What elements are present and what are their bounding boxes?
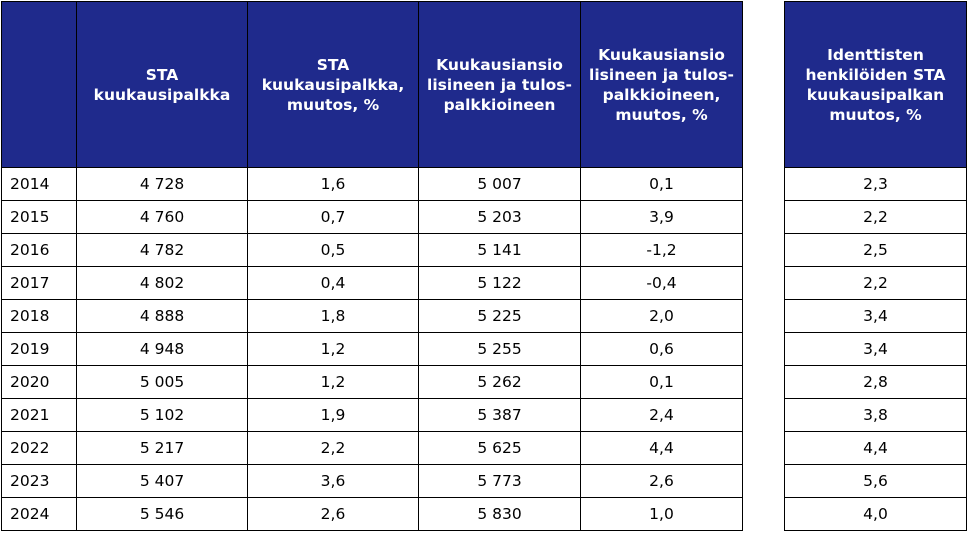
year-cell: 2022 <box>2 432 77 465</box>
table-row <box>2 465 967 498</box>
identical-change-cell: 4,4 <box>785 432 967 465</box>
table-row <box>2 300 967 333</box>
sta-change-cell: 1,8 <box>248 300 419 333</box>
gap-cell <box>743 432 785 465</box>
sta-salary-cell: 5 546 <box>77 498 248 531</box>
table-row <box>2 234 967 267</box>
sta-change-cell: 0,5 <box>248 234 419 267</box>
sta-change-cell: 2,2 <box>248 432 419 465</box>
earnings-change-cell: 4,4 <box>581 432 743 465</box>
year-cell: 2015 <box>2 201 77 234</box>
table-row <box>2 267 967 300</box>
identical-change-cell: 4,0 <box>785 498 967 531</box>
sta-change-cell: 0,4 <box>248 267 419 300</box>
gap-cell <box>743 234 785 267</box>
table-row <box>2 201 967 234</box>
gap-cell <box>743 465 785 498</box>
earnings-change-cell: -0,4 <box>581 267 743 300</box>
year-cell: 2019 <box>2 333 77 366</box>
identical-change-cell: 2,2 <box>785 201 967 234</box>
earnings-cell: 5 773 <box>419 465 581 498</box>
sta-change-cell: 1,2 <box>248 366 419 399</box>
sta-salary-cell: 5 407 <box>77 465 248 498</box>
header-year <box>2 2 77 168</box>
earnings-change-cell: 2,6 <box>581 465 743 498</box>
table-body <box>2 168 967 531</box>
gap-cell <box>743 300 785 333</box>
earnings-change-cell: -1,2 <box>581 234 743 267</box>
header-identical-persons-change: Identtisten henkilöiden STA kuukausipalkan muutos, % <box>785 2 967 168</box>
identical-change-cell: 2,2 <box>785 267 967 300</box>
table-row <box>2 432 967 465</box>
table-row <box>2 333 967 366</box>
sta-change-cell: 1,9 <box>248 399 419 432</box>
sta-salary-cell: 4 728 <box>77 168 248 201</box>
identical-change-cell: 3,8 <box>785 399 967 432</box>
identical-change-cell: 3,4 <box>785 333 967 366</box>
gap-cell <box>743 201 785 234</box>
year-cell: 2014 <box>2 168 77 201</box>
table-row <box>2 498 967 531</box>
gap-cell <box>743 333 785 366</box>
gap-cell <box>743 498 785 531</box>
year-cell: 2018 <box>2 300 77 333</box>
gap-cell <box>743 366 785 399</box>
gap-cell <box>743 267 785 300</box>
earnings-cell: 5 387 <box>419 399 581 432</box>
table-row <box>2 168 967 201</box>
earnings-cell: 5 225 <box>419 300 581 333</box>
table-row <box>2 366 967 399</box>
salary-table <box>1 1 967 531</box>
earnings-change-cell: 2,4 <box>581 399 743 432</box>
gap-cell <box>743 399 785 432</box>
earnings-cell: 5 625 <box>419 432 581 465</box>
identical-change-cell: 3,4 <box>785 300 967 333</box>
earnings-cell: 5 262 <box>419 366 581 399</box>
identical-change-cell: 2,3 <box>785 168 967 201</box>
sta-salary-cell: 4 948 <box>77 333 248 366</box>
earnings-change-cell: 0,1 <box>581 366 743 399</box>
earnings-change-cell: 0,1 <box>581 168 743 201</box>
year-cell: 2021 <box>2 399 77 432</box>
sta-change-cell: 0,7 <box>248 201 419 234</box>
earnings-change-cell: 1,0 <box>581 498 743 531</box>
sta-salary-cell: 4 888 <box>77 300 248 333</box>
year-cell: 2016 <box>2 234 77 267</box>
header-row <box>2 2 967 168</box>
sta-salary-cell: 5 217 <box>77 432 248 465</box>
earnings-change-cell: 3,9 <box>581 201 743 234</box>
header-sta-salary-change: STA kuukausipalkka, muutos, % <box>248 2 419 168</box>
gap-cell <box>743 168 785 201</box>
earnings-cell: 5 141 <box>419 234 581 267</box>
year-cell: 2024 <box>2 498 77 531</box>
sta-salary-cell: 5 005 <box>77 366 248 399</box>
year-cell: 2020 <box>2 366 77 399</box>
earnings-cell: 5 203 <box>419 201 581 234</box>
earnings-cell: 5 830 <box>419 498 581 531</box>
earnings-change-cell: 0,6 <box>581 333 743 366</box>
year-cell: 2023 <box>2 465 77 498</box>
header-monthly-earnings-change: Kuukausiansio lisineen ja tulos-palkkioineen, muutos, % <box>581 2 743 168</box>
sta-salary-cell: 4 802 <box>77 267 248 300</box>
earnings-cell: 5 255 <box>419 333 581 366</box>
identical-change-cell: 2,8 <box>785 366 967 399</box>
gap-column <box>743 2 785 168</box>
year-cell: 2017 <box>2 267 77 300</box>
sta-change-cell: 1,2 <box>248 333 419 366</box>
sta-change-cell: 3,6 <box>248 465 419 498</box>
header-sta-monthly-salary: STA kuukausipalkka <box>77 2 248 168</box>
earnings-change-cell: 2,0 <box>581 300 743 333</box>
sta-salary-cell: 4 760 <box>77 201 248 234</box>
sta-change-cell: 2,6 <box>248 498 419 531</box>
identical-change-cell: 5,6 <box>785 465 967 498</box>
sta-salary-cell: 5 102 <box>77 399 248 432</box>
sta-salary-cell: 4 782 <box>77 234 248 267</box>
earnings-cell: 5 007 <box>419 168 581 201</box>
header-monthly-earnings: Kuukausiansio lisineen ja tulos-palkkioineen <box>419 2 581 168</box>
table-row <box>2 399 967 432</box>
identical-change-cell: 2,5 <box>785 234 967 267</box>
earnings-cell: 5 122 <box>419 267 581 300</box>
sta-change-cell: 1,6 <box>248 168 419 201</box>
